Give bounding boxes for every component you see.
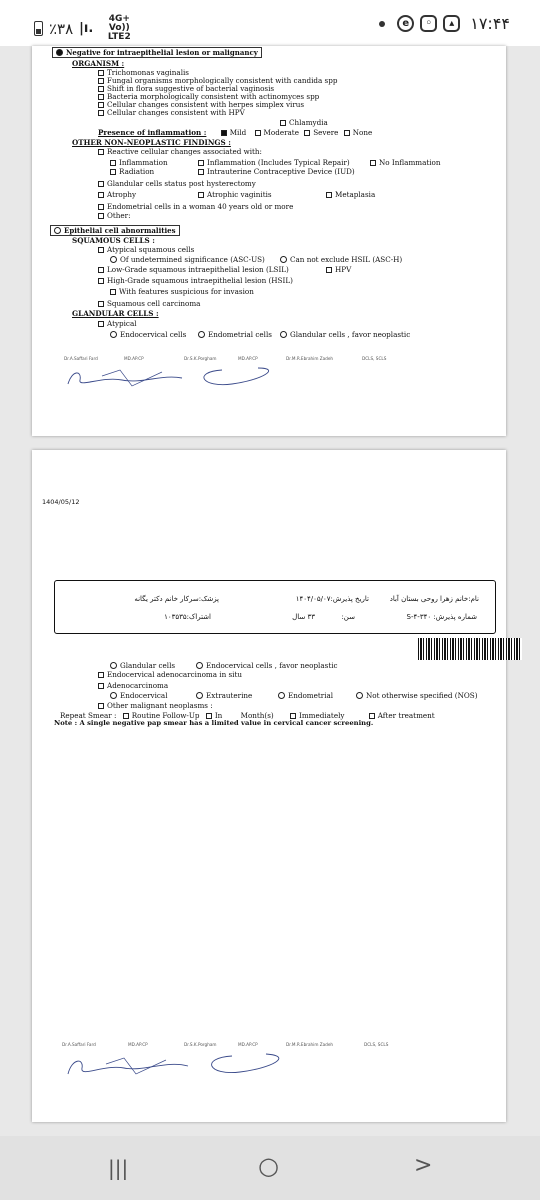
organism-title: ORGANISM :: [72, 59, 125, 68]
negative-radio[interactable]: [56, 49, 63, 56]
routine-label: Routine Follow-Up: [131, 711, 200, 720]
organism-label: Fungal organisms morphologically consistent with candida spp: [107, 76, 338, 85]
checkbox[interactable]: [98, 110, 104, 116]
radio[interactable]: [110, 331, 117, 338]
instagram-icon: ◦: [420, 15, 437, 32]
ascus-label: Of undetermined significance (ASC-US): [120, 255, 265, 264]
checkbox[interactable]: [98, 204, 104, 210]
glandular-item[interactable]: [110, 661, 175, 670]
reactive-label: Reactive cellular changes associated with:: [107, 147, 262, 156]
back-button[interactable]: >: [414, 1153, 433, 1178]
nos-label: Not otherwise specified (NOS): [366, 691, 478, 700]
organism-label: Shift in flora suggestive of bacterial vaginosis: [107, 84, 275, 93]
reception-date: تاریخ پذیرش:۱۴۰۴/۰۵/۰۷: [295, 595, 369, 603]
age-label: سن:: [341, 613, 355, 621]
radiation-label: Radiation: [119, 167, 155, 176]
doctor-name: Dr.S.K.Porgham: [184, 356, 217, 361]
no-inflammation-label: No Inflammation: [379, 158, 441, 167]
mild-checkbox[interactable]: [221, 130, 227, 136]
doctor-degree: MD.AP.CP: [238, 356, 258, 361]
reception-number: شماره پذیرش: ۳۴۰-۴-S: [406, 613, 477, 621]
hsil-label: High-Grade squamous intraepithelial lesion (HSIL): [107, 276, 293, 285]
patient-info-box: [54, 580, 496, 634]
iud-item[interactable]: [198, 167, 355, 176]
lsil-item[interactable]: [98, 265, 289, 274]
endocervical-item[interactable]: [110, 691, 168, 700]
battery-icon: [34, 21, 43, 36]
hsil-item[interactable]: [98, 276, 293, 285]
navigation-bar: [0, 1136, 540, 1200]
barcode-image: [418, 638, 522, 660]
mild-label: Mild: [229, 128, 247, 137]
adenocarcinoma-label: Adenocarcinoma: [107, 681, 169, 690]
endocervical-item[interactable]: [110, 330, 186, 339]
negative-header: [52, 47, 262, 58]
checkbox[interactable]: [198, 160, 204, 166]
iud-label: Intrauterine Contraceptive Device (IUD): [207, 167, 355, 176]
endometrial-item[interactable]: [278, 691, 333, 700]
severe-label: Severe: [313, 128, 339, 137]
checkbox[interactable]: [98, 301, 104, 307]
glandular-post-item[interactable]: [98, 179, 256, 188]
inflammation-item-label: Inflammation: [119, 158, 168, 167]
signature-image: [62, 362, 282, 392]
extrauterine-item[interactable]: [196, 691, 252, 700]
notification-dot-icon: [379, 21, 385, 27]
none-checkbox[interactable]: [344, 130, 350, 136]
chlamydia-label: Chlamydia: [289, 118, 328, 127]
signature-image: [62, 1048, 302, 1082]
referring-doctor: پزشک:سرکار خانم دکتر یگانه: [134, 595, 219, 603]
glandular-label: Glandular cells: [120, 661, 176, 670]
radio[interactable]: [110, 692, 117, 699]
checkbox[interactable]: [280, 120, 286, 126]
nos-item[interactable]: [356, 691, 478, 700]
checkbox[interactable]: [110, 169, 116, 175]
endocervical-label: Endocervical cells: [120, 330, 187, 339]
epithelial-label: Epithelial cell abnormalities: [64, 226, 176, 235]
doctor-degree: DCLS, SCLS: [364, 1042, 389, 1047]
hpv-item[interactable]: [326, 265, 351, 274]
reactive-item[interactable]: [98, 147, 262, 156]
checkbox[interactable]: [198, 169, 204, 175]
atrophic-item[interactable]: [198, 190, 272, 199]
doctor-degree: DCLS, SCLS: [362, 356, 387, 361]
doctor-degree: MD.AP.CP: [238, 1042, 258, 1047]
invasion-item[interactable]: [110, 287, 254, 296]
endometrial-label: Endometrial: [288, 691, 334, 700]
organism-label: Cellular changes consistent with herpes simplex virus: [107, 100, 305, 109]
inflammation-label: Presence of inflammation :: [98, 128, 207, 137]
adenocarcinoma-item[interactable]: [98, 681, 168, 690]
checkbox[interactable]: [98, 192, 104, 198]
glandular-title: GLANDULAR CELLS :: [72, 309, 159, 318]
checkbox[interactable]: [98, 267, 104, 273]
checkbox[interactable]: [98, 278, 104, 284]
atrophy-label: Atrophy: [107, 190, 137, 199]
doctor-name: Dr.M.R.Ebrahim Zadeh: [286, 356, 334, 361]
radio[interactable]: [278, 692, 285, 699]
checkbox[interactable]: [98, 181, 104, 187]
radio[interactable]: [196, 692, 203, 699]
squamous-title: SQUAMOUS CELLS :: [72, 236, 155, 245]
doctor-name: Dr.S.K.Porgham: [184, 1042, 217, 1047]
radio[interactable]: [110, 662, 117, 669]
patient-age: ۳۳ سال: [292, 613, 315, 621]
other-malignant-label: Other malignant neoplasms :: [107, 701, 213, 710]
checkbox[interactable]: [98, 247, 104, 253]
doctor-degree: MD.AP.CP: [128, 1042, 148, 1047]
doctor-name: Dr.M.R.Ebrahim Zadeh: [286, 1042, 334, 1047]
home-button[interactable]: ○: [258, 1152, 279, 1180]
gallery-icon: ▴: [443, 15, 460, 32]
in-label: In: [214, 711, 223, 720]
endometrial-40-label: Endometrial cells in a woman 40 years old or more: [107, 202, 294, 211]
checkbox[interactable]: [326, 192, 332, 198]
report-date: 1404/05/12: [42, 498, 80, 506]
organism-label: Bacteria morphologically consistent with actinomyces spp: [107, 92, 320, 101]
none-label: None: [352, 128, 373, 137]
epithelial-header: [50, 225, 180, 236]
glandular-fav-label: Glandular cells , favor neoplastic: [290, 330, 411, 339]
repeat-smear-label: Repeat Smear :: [60, 711, 117, 720]
severe-checkbox[interactable]: [304, 130, 310, 136]
after-treatment-label: After treatment: [377, 711, 435, 720]
edge-icon: e: [397, 15, 414, 32]
ascus-item[interactable]: [110, 255, 265, 264]
immediately-label: Immediately: [299, 711, 345, 720]
checkbox[interactable]: [110, 160, 116, 166]
checkbox[interactable]: [98, 321, 104, 327]
checkbox[interactable]: [98, 672, 104, 678]
moderate-checkbox[interactable]: [255, 130, 261, 136]
recents-button[interactable]: |||: [108, 1156, 129, 1180]
checkbox[interactable]: [98, 149, 104, 155]
doctor-degree: MD.AP.CP: [124, 356, 144, 361]
moderate-label: Moderate: [263, 128, 299, 137]
inflammation-row: [98, 128, 372, 137]
inflammation-typical-item[interactable]: [198, 158, 350, 167]
metaplasia-item[interactable]: [326, 190, 375, 199]
checkbox[interactable]: [98, 703, 104, 709]
radio[interactable]: [280, 331, 287, 338]
report-page-1: [32, 46, 506, 436]
checkbox[interactable]: [198, 192, 204, 198]
epithelial-radio[interactable]: [54, 227, 61, 234]
report-page-2: [32, 450, 506, 1122]
asch-item[interactable]: [280, 255, 402, 264]
organism-label: Cellular changes consistent with HPV: [107, 108, 245, 117]
endocervical-fav-item[interactable]: [196, 661, 338, 670]
inflammation-typical-label: Inflammation (Includes Typical Repair): [207, 158, 350, 167]
atypical-squamous-item[interactable]: [98, 245, 194, 254]
radio[interactable]: [110, 256, 117, 263]
checkbox[interactable]: [98, 213, 104, 219]
radiation-item[interactable]: [110, 167, 154, 176]
no-inflammation-item[interactable]: [370, 158, 441, 167]
network-type: 4G+ Vo)) LTE2: [107, 14, 131, 42]
asch-label: Can not exclude HSIL (ASC-H): [290, 255, 403, 264]
clock: ۱۷:۴۴: [470, 14, 510, 33]
checkbox[interactable]: [326, 267, 332, 273]
radio[interactable]: [356, 692, 363, 699]
doctor-name: Dr.A.Saffari Fard: [64, 356, 98, 361]
organism-item[interactable]: [98, 108, 245, 117]
radio[interactable]: [196, 662, 203, 669]
invasion-label: With features suspicious for invasion: [119, 287, 254, 296]
atrophy-item[interactable]: [98, 190, 136, 199]
patient-name: نام:خانم زهرا روحی بستان آباد: [389, 595, 479, 603]
months-label: Month(s): [240, 711, 274, 720]
lsil-label: Low-Grade squamous intraepithelial lesion (LSIL): [107, 265, 289, 274]
status-bar: [0, 0, 540, 46]
metaplasia-label: Metaplasia: [335, 190, 376, 199]
endocervical-ais-item[interactable]: [98, 670, 242, 679]
organism-label: Trichomonas vaginalis: [107, 68, 189, 77]
atypical-item[interactable]: [98, 319, 137, 328]
endocervical-ais-label: Endocervical adenocarcinoma in situ: [107, 670, 242, 679]
other-findings-title: OTHER NON-NEOPLASTIC FINDINGS :: [72, 138, 231, 147]
extrauterine-label: Extrauterine: [206, 691, 253, 700]
radio[interactable]: [280, 256, 287, 263]
other-malignant-item[interactable]: [98, 701, 213, 710]
glandular-fav-item[interactable]: [280, 330, 410, 339]
endocervical-label: Endocervical: [120, 691, 168, 700]
checkbox[interactable]: [370, 160, 376, 166]
subscription-number: اشتراک:۱۰۳۵۳۵: [164, 613, 211, 621]
inflammation-item[interactable]: [110, 158, 168, 167]
signal-icon: |ı.: [79, 21, 94, 36]
endometrial-40-item[interactable]: [98, 202, 293, 211]
endometrial-item[interactable]: [198, 330, 272, 339]
atypical-squamous-label: Atypical squamous cells: [107, 245, 195, 254]
checkbox[interactable]: [98, 683, 104, 689]
radio[interactable]: [198, 331, 205, 338]
endocervical-fav-label: Endocervical cells , favor neoplastic: [206, 661, 338, 670]
doctor-name: Dr.A.Saffari Fard: [62, 1042, 96, 1047]
negative-label: Negative for intraepithelial lesion or malignancy: [66, 48, 258, 57]
battery-level: ٪۳۸: [49, 19, 74, 38]
scc-item[interactable]: [98, 299, 200, 308]
checkbox[interactable]: [110, 289, 116, 295]
atypical-label: Atypical: [107, 319, 137, 328]
screening-note: Note : A single negative pap smear has a limited value in cervical cancer screening.: [54, 719, 374, 727]
scc-label: Squamous cell carcinoma: [107, 299, 201, 308]
hpv-label: HPV: [335, 265, 352, 274]
other-label: Other:: [107, 211, 131, 220]
atrophic-label: Atrophic vaginitis: [207, 190, 272, 199]
endometrial-label: Endometrial cells: [208, 330, 272, 339]
glandular-post-label: Glandular cells status post hysterectomy: [107, 179, 256, 188]
other-item[interactable]: [98, 211, 131, 220]
chlamydia-item[interactable]: [280, 118, 328, 127]
